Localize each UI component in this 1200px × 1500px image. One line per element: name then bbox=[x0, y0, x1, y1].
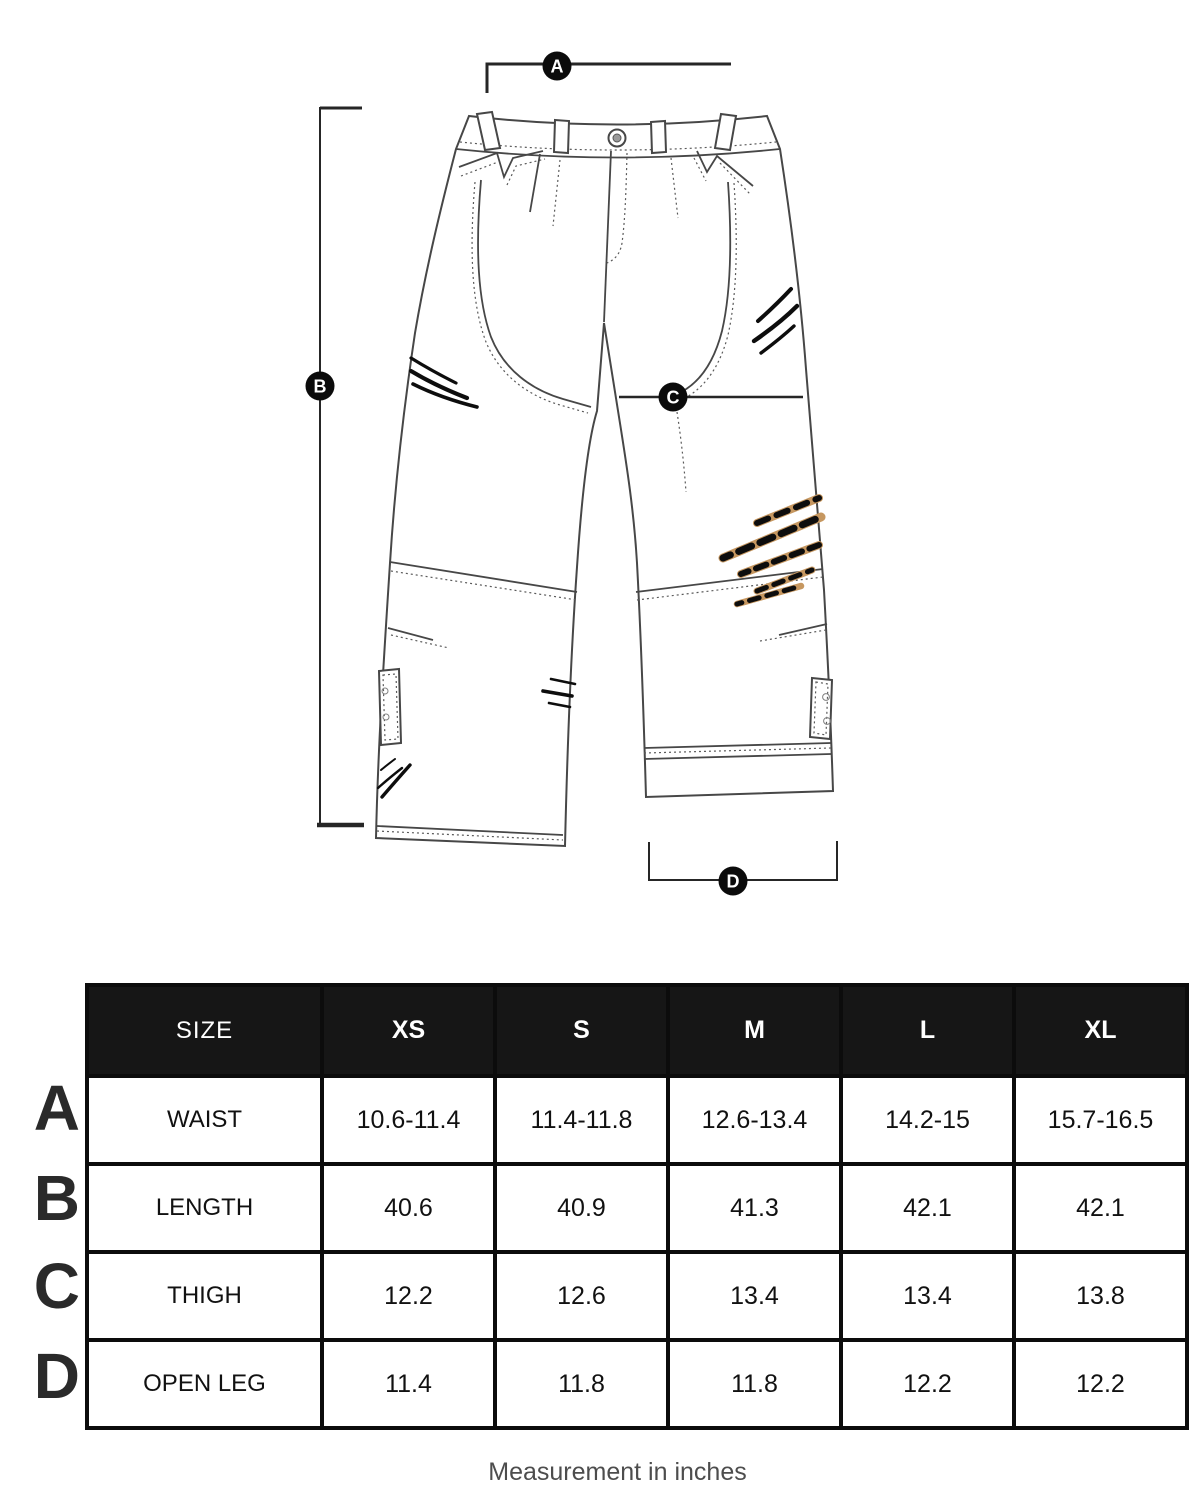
marker-c-label: C bbox=[666, 387, 680, 408]
column-header-xl: XL bbox=[1014, 985, 1187, 1076]
row-label-thigh: THIGH bbox=[87, 1252, 322, 1340]
belt-loop bbox=[651, 121, 666, 153]
measurement-cell: 12.2 bbox=[841, 1340, 1014, 1428]
row-letter-a: A bbox=[33, 1072, 80, 1144]
measurement-cell: 11.4 bbox=[322, 1340, 495, 1428]
table-row-waist bbox=[87, 1076, 1187, 1164]
measurement-cell: 42.1 bbox=[841, 1164, 1014, 1252]
measure-a-bracket bbox=[487, 52, 731, 94]
column-header-s: S bbox=[495, 985, 668, 1076]
measure-b-line bbox=[306, 107, 365, 825]
right-side-tab bbox=[810, 678, 832, 739]
column-header-size: SIZE bbox=[87, 985, 322, 1076]
table-row-open-leg bbox=[87, 1340, 1187, 1428]
left-side-tab bbox=[379, 669, 401, 745]
measurement-cell: 40.9 bbox=[495, 1164, 668, 1252]
measurement-cell: 12.6-13.4 bbox=[668, 1076, 841, 1164]
measurement-cell: 13.8 bbox=[1014, 1252, 1187, 1340]
marker-b-label: B bbox=[313, 376, 327, 397]
row-letter-b: B bbox=[33, 1162, 80, 1234]
measurement-cell: 11.4-11.8 bbox=[495, 1076, 668, 1164]
row-label-length: LENGTH bbox=[87, 1164, 322, 1252]
column-header-m: M bbox=[668, 985, 841, 1076]
row-label-waist: WAIST bbox=[87, 1076, 322, 1164]
measurement-cell: 42.1 bbox=[1014, 1164, 1187, 1252]
row-label-open-leg: OPEN LEG bbox=[87, 1340, 322, 1428]
column-header-l: L bbox=[841, 985, 1014, 1076]
belt-loop bbox=[554, 120, 569, 153]
table-row-thigh bbox=[87, 1252, 1187, 1340]
measurement-cell: 13.4 bbox=[841, 1252, 1014, 1340]
measurement-cell: 11.8 bbox=[668, 1340, 841, 1428]
table-row-length bbox=[87, 1164, 1187, 1252]
pants-silhouette bbox=[376, 112, 833, 846]
measurement-cell: 10.6-11.4 bbox=[322, 1076, 495, 1164]
measurement-cell: 40.6 bbox=[322, 1164, 495, 1252]
measurement-cell: 15.7-16.5 bbox=[1014, 1076, 1187, 1164]
size-chart bbox=[85, 983, 1185, 1430]
measurement-cell: 12.6 bbox=[495, 1252, 668, 1340]
measurement-cell: 13.4 bbox=[668, 1252, 841, 1340]
header-row bbox=[87, 985, 1187, 1076]
marker-a-label: A bbox=[550, 56, 564, 77]
waist-button-icon bbox=[609, 130, 626, 147]
size-chart-table bbox=[85, 983, 1189, 1430]
measurement-cell: 12.2 bbox=[322, 1252, 495, 1340]
marker-d-label: D bbox=[726, 871, 740, 892]
measure-d-bracket bbox=[649, 841, 837, 896]
measurement-cell: 12.2 bbox=[1014, 1340, 1187, 1428]
pants-outline bbox=[376, 116, 833, 846]
measurement-unit-note: Measurement in inches bbox=[488, 1458, 747, 1486]
measurement-cell: 41.3 bbox=[668, 1164, 841, 1252]
measurement-cell: 11.8 bbox=[495, 1340, 668, 1428]
row-letter-d: D bbox=[33, 1340, 80, 1412]
row-letter-c: C bbox=[33, 1250, 80, 1322]
measurement-cell: 14.2-15 bbox=[841, 1076, 1014, 1164]
column-header-xs: XS bbox=[322, 985, 495, 1076]
